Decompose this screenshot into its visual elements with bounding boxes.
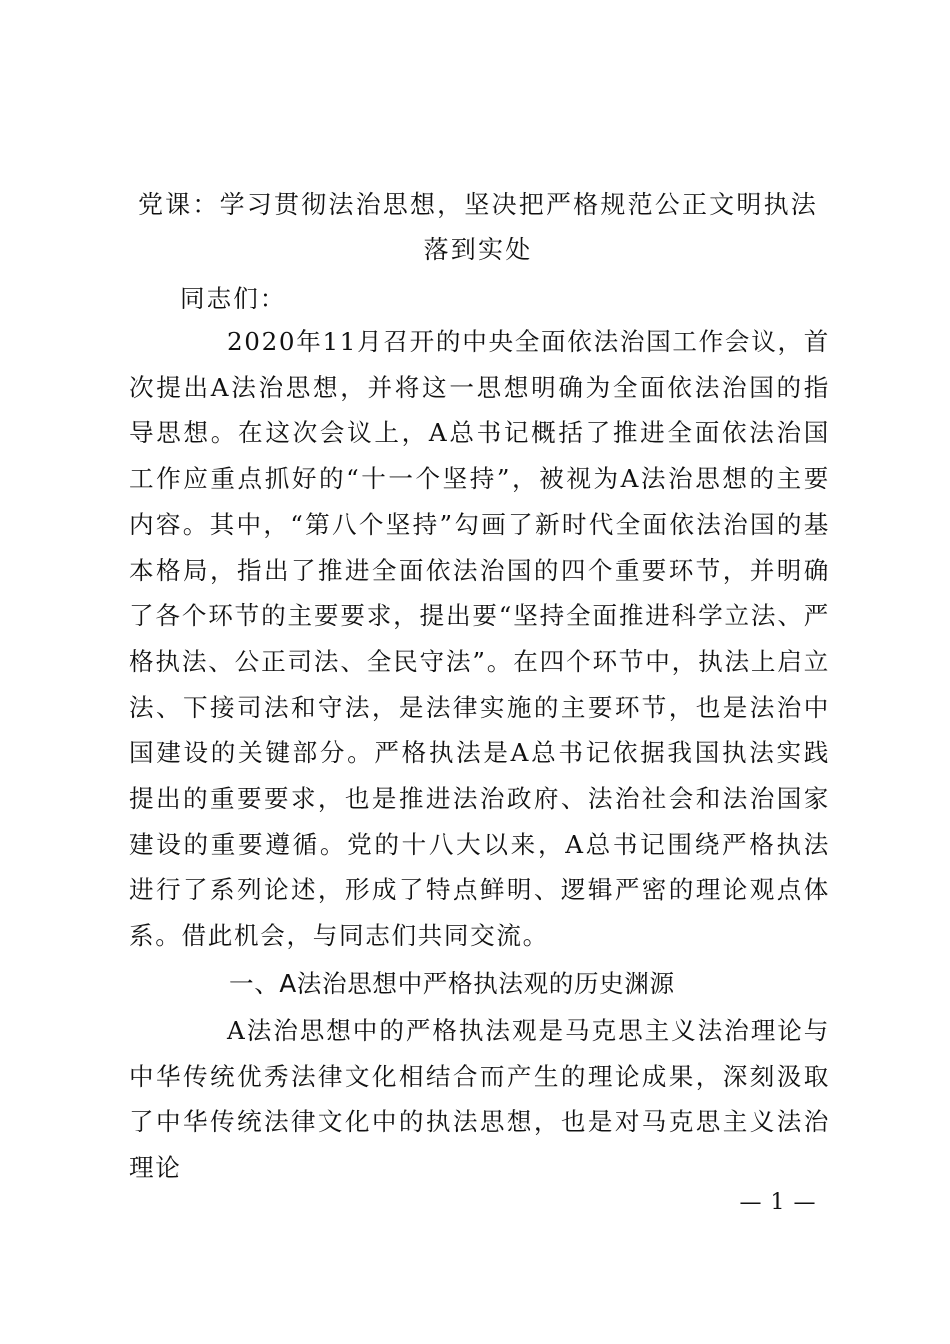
salutation: 同志们： — [180, 284, 287, 313]
document-title: 党课：学习贯彻法治思想，坚决把严格规范公正文明执法落到实处 — [137, 190, 818, 264]
page-number: — 1 — — [739, 1190, 817, 1215]
section-heading: 一、A法治思想中严格执法观的历史渊源 — [229, 969, 675, 998]
section-paragraph: A法治思想中的严格执法观是马克思主义法治理论与中华传统优秀法律文化相结合而产生的理论成果，深刻汲取了中华传统法律文化中的执法思想，也是对马克思主义法治理论 — [129, 1016, 830, 1183]
body-paragraph: 2020年11月召开的中央全面依法治国工作会议，首次提出A法治思想，并将这一思想明确为全面依法治国的指导思想。在这次会议上，A总书记概括了推进全面依法治国工作应重点抓好的“十一个坚持”，被视为A法治思想的主要内容。其中，“第八个坚持”勾画了新时代全面依法治国的基本格局，指出了推进全面依法治国的四个重要环节，并明确了各个环节的主要要求，提出要“坚持全面推进科学立法、严格执法、公正司法、全民守法”。在四个环节中，执法上启立法、下接司法和守法，是法律实施的主要环节，也是法治中国建设的关键部分。严格执法是A总书记依据我国执法实践提出的重要要求，也是推进法治政府、法治社会和法治国家建设的重要遵循。党的十八大以来，A总书记围绕严格执法进行了系列论述，形成了特点鲜明、逻辑严密的理论观点体系。借此机会，与同志们共同交流。 — [129, 327, 830, 951]
